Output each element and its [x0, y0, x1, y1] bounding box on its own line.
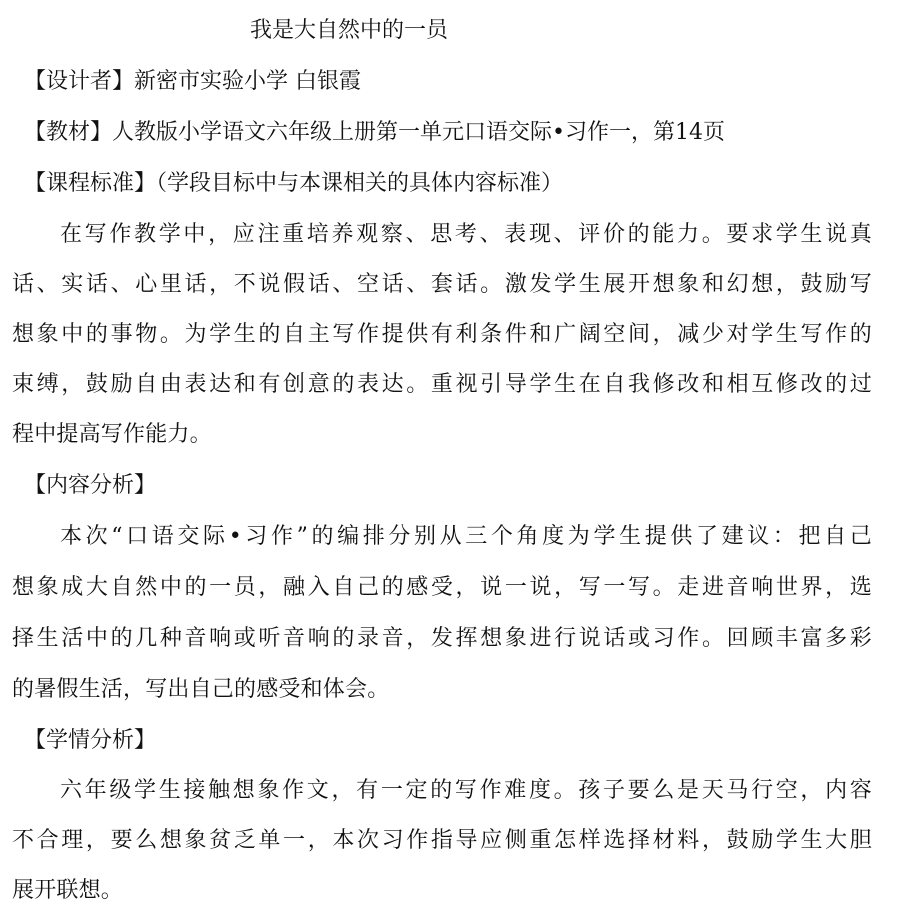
student-analysis-line: 展开联想。 — [12, 878, 124, 903]
curriculum-standard-heading: 【课程标准】（学段目标中与本课相关的具体内容标准） — [24, 171, 564, 196]
content-analysis-line: 择生活中的几种音响或听音响的录音，发挥想象进行说话或习作。回顾丰富多彩 — [12, 626, 872, 651]
designer-line: 【设计者】新密市实验小学 白银霞 — [24, 69, 361, 94]
textbook-line: 【教材】人教版小学语文六年级上册第一单元口语交际•习作一，第14页 — [24, 120, 725, 145]
curriculum-standard-line: 话、实话、心里话，不说假话、空话、套话。激发学生展开想象和幻想，鼓励写 — [12, 272, 872, 297]
content-analysis-heading: 【内容分析】 — [24, 473, 157, 498]
content-analysis-line: 本次“口语交际•习作”的编排分别从三个角度为学生提供了建议：把自己 — [60, 524, 872, 549]
curriculum-standard-line: 程中提高写作能力。 — [12, 422, 212, 447]
student-analysis-line: 不合理，要么想象贫乏单一，本次习作指导应侧重怎样选择材料，鼓励学生大胆 — [12, 828, 872, 853]
curriculum-standard-line: 在写作教学中，应注重培养观察、思考、表现、评价的能力。要求学生说真 — [60, 222, 872, 247]
content-analysis-line: 想象成大自然中的一员，融入自己的感受，说一说，写一写。走进音响世界，选 — [12, 575, 872, 600]
document-title: 我是大自然中的一员 — [250, 18, 449, 43]
content-analysis-line: 的暑假生活，写出自己的感受和体会。 — [12, 677, 390, 702]
curriculum-standard-line: 想象中的事物。为学生的自主写作提供有利条件和广阔空间，减少对学生写作的 — [12, 322, 872, 347]
student-analysis-heading: 【学情分析】 — [24, 728, 157, 753]
student-analysis-line: 六年级学生接触想象作文，有一定的写作难度。孩子要么是天马行空，内容 — [60, 778, 872, 803]
curriculum-standard-line: 束缚，鼓励自由表达和有创意的表达。重视引导学生在自我修改和相互修改的过 — [12, 372, 872, 397]
